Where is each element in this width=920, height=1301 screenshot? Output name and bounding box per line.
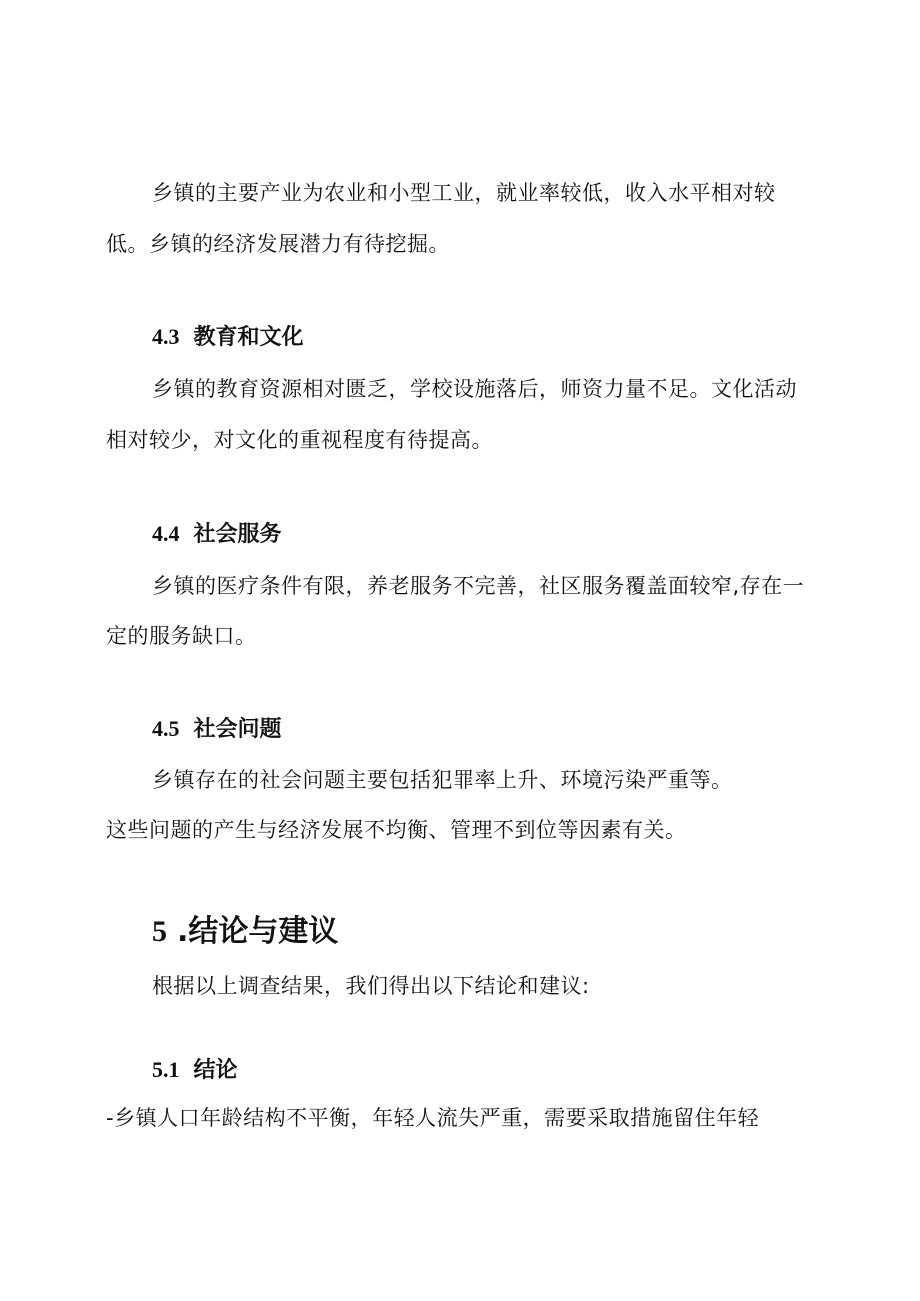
paragraph-line: 定的服务缺口。 xyxy=(106,624,257,648)
paragraph-line: 这些问题的产生与经济发展不均衡、管理不到位等因素有关。 xyxy=(106,818,687,842)
paragraph-line: 乡镇的教育资源相对匮乏，学校设施落后，师资力量不足。文化活动 xyxy=(152,377,797,401)
section-heading-4-4 xyxy=(152,521,282,548)
section-number: 4.3 xyxy=(152,324,180,349)
paragraph-line: 乡镇的主要产业为农业和小型工业，就业率较低，收入水平相对较 xyxy=(152,181,776,205)
section-heading-5-1 xyxy=(152,1057,238,1084)
chapter-number: 5 xyxy=(152,915,167,948)
section-title: 社会服务 xyxy=(193,522,282,547)
section-number: 5.1 xyxy=(152,1057,180,1082)
paragraph-line: 相对较少，对文化的重视程度有待提高。 xyxy=(106,428,493,452)
chapter-heading-5 xyxy=(152,915,338,949)
section-title: 社会问题 xyxy=(193,717,282,742)
chapter-title: .结论与建议 xyxy=(177,914,339,949)
section-heading-4-3 xyxy=(152,324,304,351)
section-number: 4.4 xyxy=(152,521,180,546)
list-item-line: -乡镇人口年龄结构不平衡，年轻人流失严重，需要采取措施留住年轻 xyxy=(106,1106,760,1130)
section-number: 4.5 xyxy=(152,716,180,741)
paragraph-line: 根据以上调查结果，我们得出以下结论和建议: xyxy=(152,974,590,998)
paragraph-line: 低。乡镇的经济发展潜力有待挖掘。 xyxy=(106,232,450,256)
section-title: 结论 xyxy=(193,1058,238,1083)
paragraph-line: 乡镇的医疗条件有限，养老服务不完善，社区服务覆盖面较窄,存在一 xyxy=(152,574,805,598)
section-heading-4-5 xyxy=(152,716,282,743)
section-title: 教育和文化 xyxy=(193,325,304,350)
paragraph-line: 乡镇存在的社会问题主要包括犯罪率上升、环境污染严重等。 xyxy=(152,768,733,792)
